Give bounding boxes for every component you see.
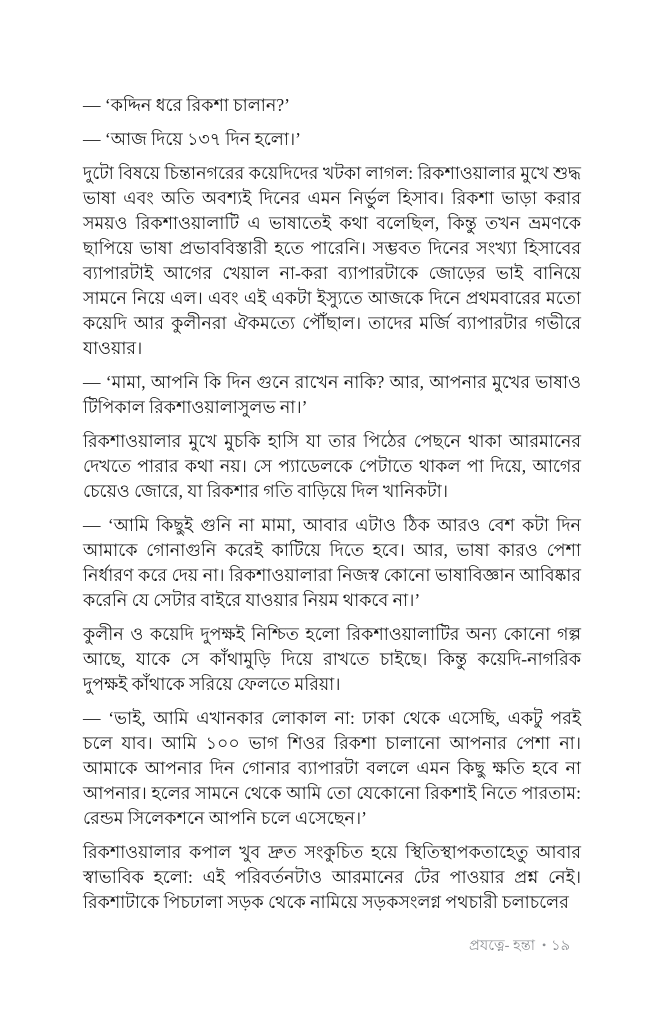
dialogue-line-5: — ‘ভাই, আমি এখানকার লোকাল না: ঢাকা থেকে এসেছি, একটু পরই চলে যাব। আমি ১০০ ভাগ শিওর রিকশা চালানো আপনার পেশা না। আমাকে আপনার দিন গোনার ব্যাপারটা বললে এমন কিছু ক্ষতি হবে না আপনার। হলের সামনে থেকে আমি তো যেকোনো রিকশাই নিতে পারতাম: রেন্ডম সিলেকশনে আপনি চলে এসেছেন।’	[83, 708, 581, 828]
body-paragraph-1: দুটো বিষয়ে চিন্তানগরের কয়েদিদের খটকা লাগল: রিকশাওয়ালার মুখে শুদ্ধ ভাষা এবং অতি অবশ্যই দিনের এমন নির্ভুল হিসাব। রিকশা ভাড়া করার সময়ও রিকশাওয়ালাটি এ ভাষাতেই কথা বলেছিল, কিন্তু তখন ভ্রমণকে ছাপিয়ে ভাষা প্রভাববিস্তারী হতে পারেনি। সম্ভবত দিনের সংখ্যা হিসাবের ব্যাপারটাই আগের খেয়াল না-করা ব্যাপারটাকে জোড়ের ভাই বানিয়ে সামনে নিয়ে এল। এবং এই একটা ইস্যুতে আজকে দিনে প্রথমবারের মতো কয়েদি আর কুলীনরা ঐকমত্যে পৌঁছাল। তাদের মর্জি ব্যাপারটার গভীরে যাওয়ার।	[83, 163, 581, 358]
dialogue-line-3: — ‘মামা, আপনি কি দিন গুনে রাখেন নাকি? আর, আপনার মুখের ভাষাও টিপিকাল রিকশাওয়ালাসুলভ না।’	[83, 372, 581, 417]
dialogue-line-2: — ‘আজ দিয়ে ১৩৭ দিন হলো।’	[83, 129, 301, 149]
page-text-block	[83, 93, 581, 915]
body-paragraph-2: রিকশাওয়ালার মুখে মুচকি হাসি যা তার পিঠের পেছনে থাকা আরমানের দেখতে পারার কথা নয়। সে প্যাডেলকে পেটাতে থাকল পা দিয়ে, আগের চেয়েও জোরে, যা রিকশার গতি বাড়িয়ে দিল খানিকটা।	[83, 431, 581, 501]
dialogue-line-1: — ‘কদ্দিন ধরে রিকশা চালান?’	[83, 95, 290, 115]
page-number: ১৯	[551, 938, 570, 954]
dialogue-line-4: — ‘আমি কিছুই গুনি না মামা, আবার এটাও ঠিক আরও বেশ কটা দিন আমাকে গোনাগুনি করেই কাটিয়ে দিতে হবে। আর, ভাষা কারও পেশা নির্ধারণ করে দেয় না। রিকশাওয়ালারা নিজস্ব কোনো ভাষাবিজ্ঞান আবিষ্কার করেনি যে সেটার বাইরে যাওয়ার নিয়ম থাকবে না।’	[83, 515, 581, 610]
body-paragraph-4: রিকশাওয়ালার কপাল খুব দ্রুত সংকুচিত হয়ে স্থিতিস্থাপকতাহেতু আবার স্বাভাবিক হলো: এই পরিবর্তনটাও আরমানের টের পাওয়ার প্রশ্ন নেই। রিকশাটাকে পিচঢালা সড়ক থেকে নামিয়ে সড়কসংলগ্ন পথচারী চলাচলের	[83, 842, 581, 912]
body-paragraph-3: কুলীন ও কয়েদি দুপক্ষই নিশ্চিত হলো রিকশাওয়ালাটির অন্য কোনো গল্প আছে, যাকে সে কাঁথামুড়ি দিয়ে রাখতে চাইছে। কিন্তু কয়েদি-নাগরিক দুপক্ষই কাঁথাকে সরিয়ে ফেলতে মরিয়া।	[83, 624, 581, 694]
page-footer	[469, 936, 570, 955]
running-title: প্রযত্নে- হন্তা	[469, 938, 535, 954]
footer-bullet-separator: •	[541, 938, 547, 952]
